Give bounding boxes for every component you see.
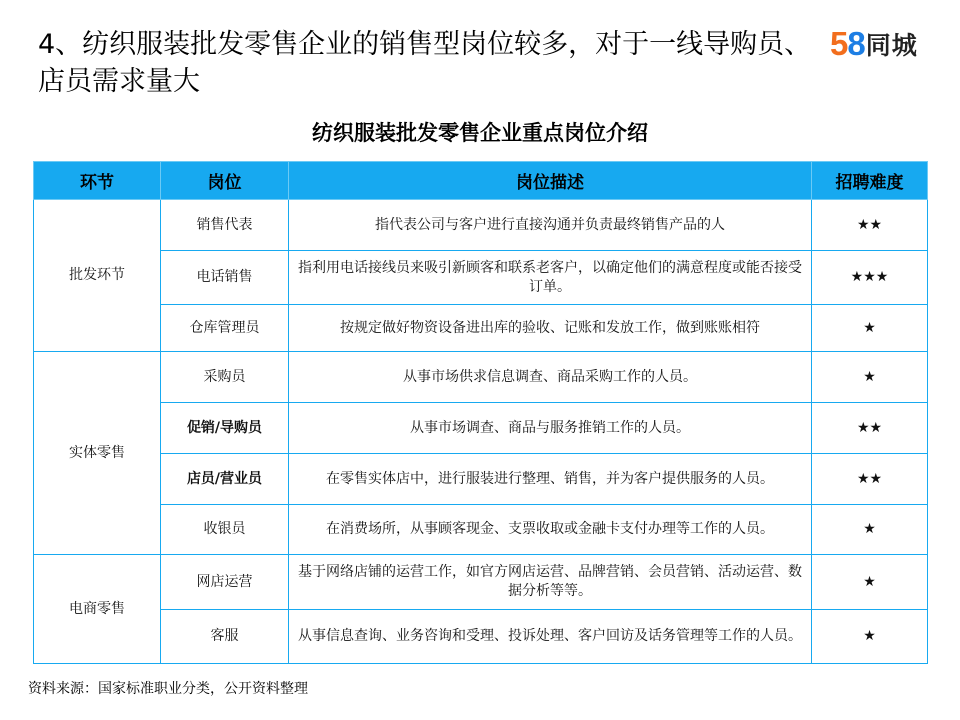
difficulty-stars: ★	[812, 505, 928, 555]
position-cell: 销售代表	[161, 200, 289, 251]
position-cell-highlight: 促销/导购员	[161, 403, 289, 454]
description-cell: 在消费场所，从事顾客现金、支票收取或金融卡支付办理等工作的人员。	[289, 505, 812, 555]
column-header-difficulty: 招聘难度	[812, 162, 928, 200]
table-row	[34, 610, 928, 664]
table-row	[34, 505, 928, 555]
stage-cell: 实体零售	[34, 352, 161, 555]
column-header-position: 岗位	[161, 162, 289, 200]
table-row	[34, 251, 928, 305]
difficulty-stars: ★★	[812, 200, 928, 251]
position-cell: 网店运营	[161, 555, 289, 610]
table-row	[34, 200, 928, 251]
logo-text: 同城	[865, 31, 918, 60]
position-cell-highlight: 店员/营业员	[161, 454, 289, 505]
position-cell: 客服	[161, 610, 289, 664]
column-header-description: 岗位描述	[289, 162, 812, 200]
table-row	[34, 305, 928, 352]
description-cell: 指利用电话接线员来吸引新顾客和联系老客户，以确定他们的满意程度或能否接受订单。	[289, 251, 812, 305]
table-row	[34, 555, 928, 610]
column-header-stage: 环节	[34, 162, 161, 200]
source-note: 资料来源：国家标准职业分类，公开资料整理	[28, 681, 308, 697]
description-cell: 按规定做好物资设备进出库的验收、记账和发放工作，做到账账相符	[289, 305, 812, 352]
page-title: 4、纺织服装批发零售企业的销售型岗位较多，对于一线导购员、店员需求量大	[38, 29, 812, 97]
table-row	[34, 352, 928, 403]
position-cell: 仓库管理员	[161, 305, 289, 352]
position-cell: 收银员	[161, 505, 289, 555]
description-cell: 指代表公司与客户进行直接沟通并负责最终销售产品的人	[289, 200, 812, 251]
logo-58tongcheng	[830, 26, 918, 62]
description-cell: 基于网络店铺的运营工作，如官方网店运营、品牌营销、会员营销、活动运营、数据分析等等。	[289, 555, 812, 610]
stage-cell: 批发环节	[34, 200, 161, 352]
description-cell: 从事市场调查、商品与服务推销工作的人员。	[289, 403, 812, 454]
logo-digit-8: 8	[847, 25, 865, 62]
table-row	[34, 403, 928, 454]
positions-table	[33, 161, 928, 664]
position-cell: 采购员	[161, 352, 289, 403]
position-cell: 电话销售	[161, 251, 289, 305]
difficulty-stars: ★★	[812, 454, 928, 505]
difficulty-stars: ★	[812, 555, 928, 610]
difficulty-stars: ★	[812, 352, 928, 403]
stage-cell: 电商零售	[34, 555, 161, 664]
difficulty-stars: ★	[812, 305, 928, 352]
difficulty-stars: ★★★	[812, 251, 928, 305]
logo-digit-5: 5	[830, 25, 848, 62]
difficulty-stars: ★★	[812, 403, 928, 454]
description-cell: 从事市场供求信息调查、商品采购工作的人员。	[289, 352, 812, 403]
table-title: 纺织服装批发零售企业重点岗位介绍	[312, 121, 648, 145]
description-cell: 从事信息查询、业务咨询和受理、投诉处理、客户回访及话务管理等工作的人员。	[289, 610, 812, 664]
description-cell: 在零售实体店中，进行服装进行整理、销售，并为客户提供服务的人员。	[289, 454, 812, 505]
difficulty-stars: ★	[812, 610, 928, 664]
table-header-row	[34, 162, 928, 200]
table-row	[34, 454, 928, 505]
